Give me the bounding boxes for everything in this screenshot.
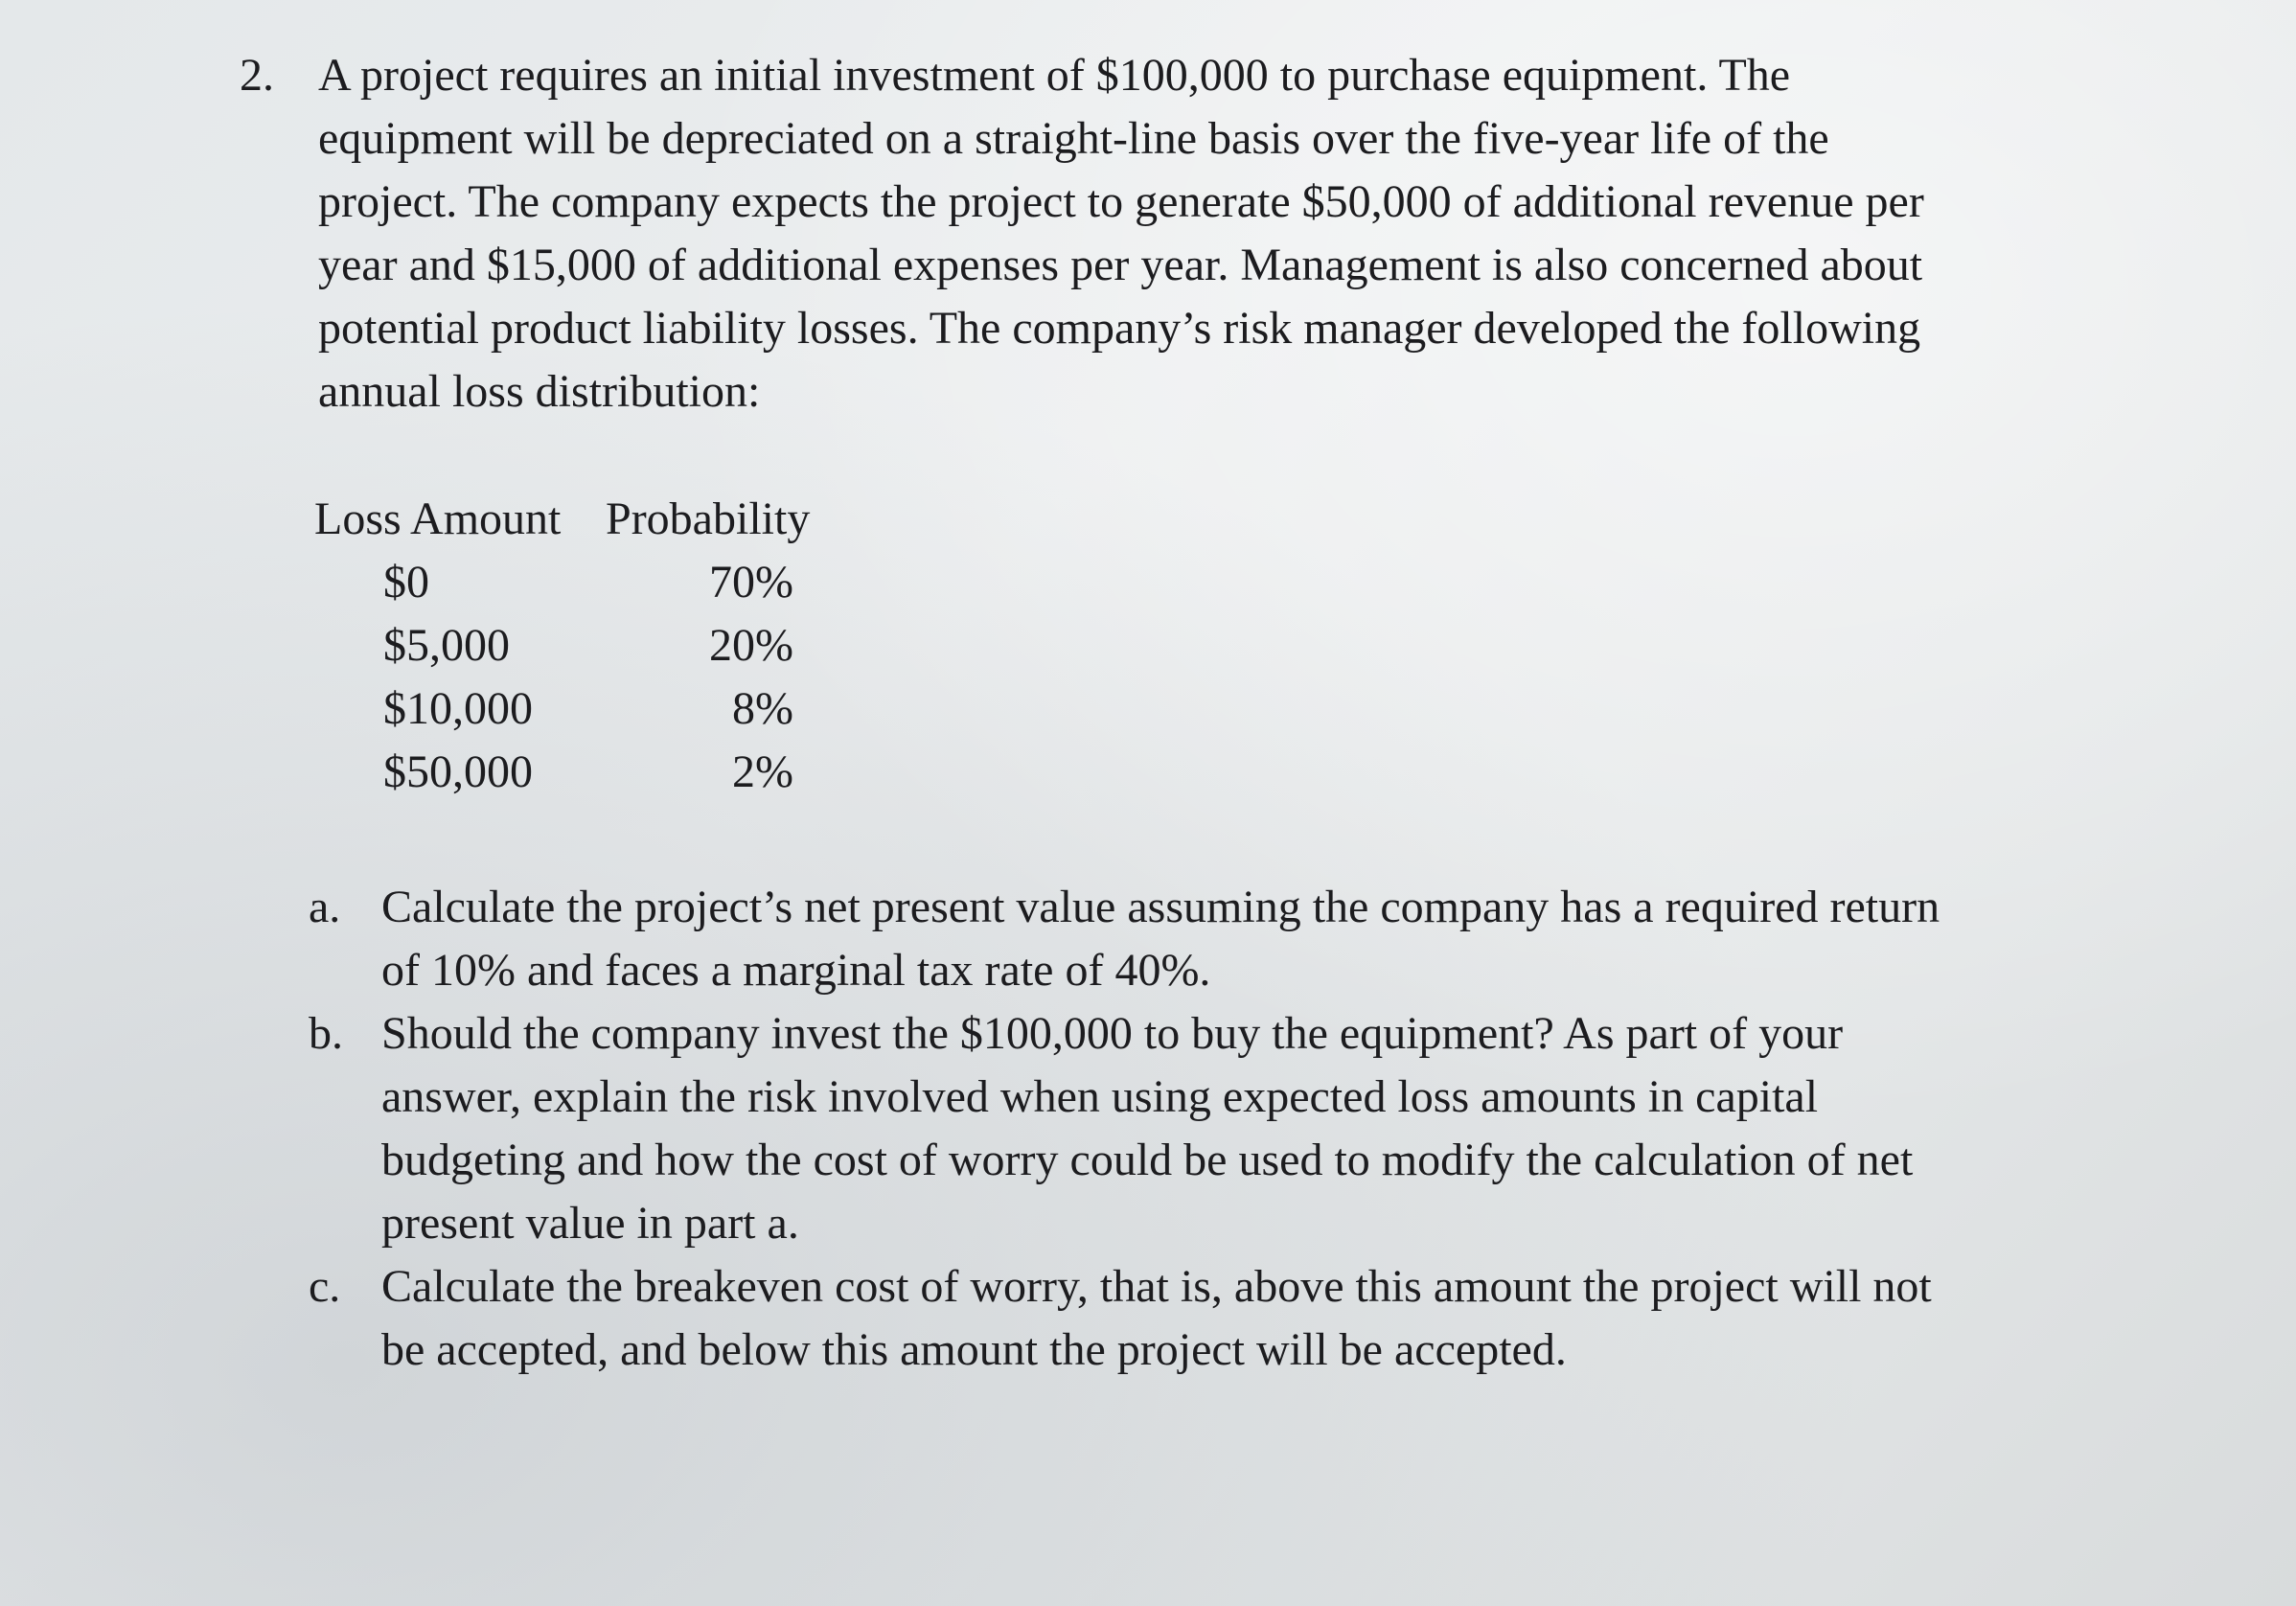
part-a <box>309 876 2091 1002</box>
part-text <box>381 876 2091 1002</box>
question-line: project. The company expects the project to generate $50,000 of additional revenue per <box>318 176 1924 227</box>
part-text <box>381 1002 2091 1255</box>
question-line: year and $15,000 of additional expenses per year. Management is also concerned about <box>318 240 1923 290</box>
question-line: annual loss distribution: <box>318 366 761 417</box>
loss-amount-cell: $0 <box>383 557 429 608</box>
header-probability: Probability <box>606 493 811 544</box>
loss-amount-cell: $5,000 <box>383 620 510 671</box>
part-letter: a. <box>309 882 341 932</box>
question-number: 2. <box>240 50 274 101</box>
question-parts <box>309 876 2091 1382</box>
part-line: of 10% and faces a marginal tax rate of 40%. <box>381 945 1211 996</box>
probability-cell: 8% <box>732 683 793 734</box>
part-line: present value in part a. <box>381 1198 799 1249</box>
header-loss-amount: Loss Amount <box>314 493 562 544</box>
part-line: answer, explain the risk involved when using expected loss amounts in capital <box>381 1071 1819 1122</box>
part-letter: c. <box>309 1261 341 1312</box>
probability-cell: 2% <box>732 746 793 797</box>
part-line: budgeting and how the cost of worry could be used to modify the calculation of net <box>381 1135 1914 1185</box>
question-line: potential product liability losses. The company’s risk manager developed the following <box>318 303 1921 354</box>
question-text <box>318 44 2043 424</box>
question-line: A project requires an initial investment of $100,000 to purchase equipment. The <box>318 50 1791 101</box>
probability-cell: 20% <box>709 620 793 671</box>
part-line: Calculate the project’s net present value assuming the company has a required return <box>381 882 1940 932</box>
part-c <box>309 1255 2091 1382</box>
part-letter: b. <box>309 1008 343 1059</box>
part-line: Calculate the breakeven cost of worry, that is, above this amount the project will not <box>381 1261 1932 1312</box>
probability-cell: 70% <box>709 557 793 608</box>
part-text <box>381 1255 2091 1382</box>
question-line: equipment will be depreciated on a straight-line basis over the five-year life of the <box>318 113 1829 164</box>
loss-amount-cell: $50,000 <box>383 746 533 797</box>
loss-amount-cell: $10,000 <box>383 683 533 734</box>
part-line: Should the company invest the $100,000 to buy the equipment? As part of your <box>381 1008 1844 1059</box>
part-b <box>309 1002 2091 1255</box>
part-line: be accepted, and below this amount the project will be accepted. <box>381 1324 1567 1375</box>
